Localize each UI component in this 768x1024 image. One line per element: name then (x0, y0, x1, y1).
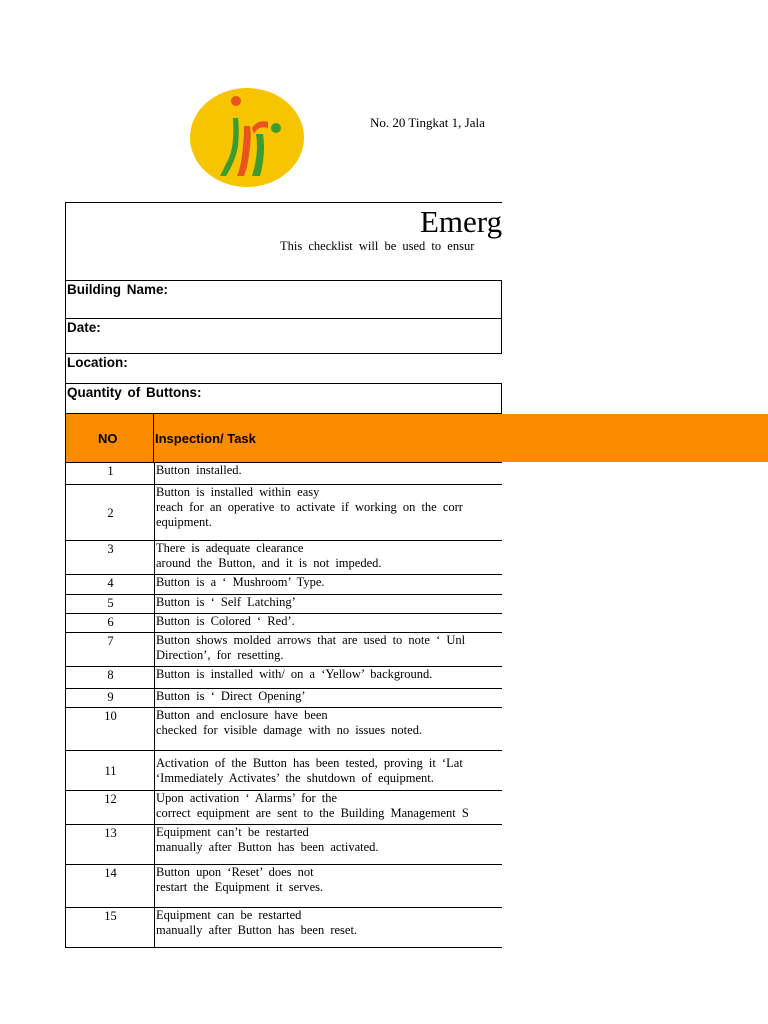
building-name-label: Building Name: (67, 282, 169, 297)
column-header-task: Inspection/ Task (155, 431, 256, 446)
row-task (155, 633, 503, 667)
task-text-line: Button installed. (156, 463, 242, 477)
task-text-line: Direction’, for resetting. (156, 648, 284, 662)
table-row (66, 667, 503, 689)
row-number: 1 (66, 463, 155, 485)
table-row (66, 575, 503, 595)
header-border (153, 414, 154, 462)
task-text-line: manually after Button has been activated. (156, 840, 379, 854)
row-number: 7 (66, 633, 155, 667)
row-number: 12 (66, 791, 155, 825)
table-row (66, 865, 503, 908)
table-row (66, 791, 503, 825)
task-text-line: There is adequate clearance (156, 541, 304, 555)
row-task (155, 595, 503, 614)
task-text-line: Button shows molded arrows that are used to note ‘ Unl (156, 633, 466, 647)
row-task (155, 689, 503, 708)
task-text-line: Activation of the Button has been tested, proving it ‘Lat (156, 755, 463, 770)
task-text-line: Button is ‘ Direct Opening’ (156, 689, 306, 703)
task-text-line: Button is installed with/ on a ‘Yellow’ background. (156, 667, 433, 681)
row-number: 15 (66, 908, 155, 948)
task-text-line: Button upon ‘Reset’ does not (156, 865, 314, 879)
column-header-no: NO (98, 431, 118, 446)
row-task (155, 865, 503, 908)
row-number: 10 (66, 708, 155, 751)
row-number: 2 (66, 485, 155, 541)
row-number: 13 (66, 825, 155, 865)
row-number: 9 (66, 689, 155, 708)
field-divider (65, 318, 502, 319)
row-number: 11 (66, 751, 155, 791)
task-text-line: restart the Equipment it serves. (156, 880, 324, 894)
page-title: Emerg (420, 204, 502, 239)
row-number: 8 (66, 667, 155, 689)
task-text-line: Button and enclosure have been (156, 708, 328, 722)
task-text-line: correct equipment are sent to the Building Management S (156, 806, 469, 820)
table-row (66, 541, 503, 575)
row-task (155, 575, 503, 595)
task-text-line: Equipment can be restarted (156, 908, 302, 922)
task-text-line: Equipment can’t be restarted (156, 825, 309, 839)
row-task (155, 751, 503, 791)
field-border (501, 383, 502, 414)
row-number: 6 (66, 614, 155, 633)
row-task (155, 614, 503, 633)
task-text-line: manually after Button has been reset. (156, 923, 358, 937)
task-text-line: Button is installed within easy (156, 485, 320, 499)
task-text-line: Button is ‘ Self Latching’ (156, 595, 296, 609)
date-label: Date: (67, 320, 101, 335)
task-text-line: ‘Immediately Activates’ the shutdown of equipment. (156, 770, 434, 785)
table-row (66, 633, 503, 667)
header-border (65, 414, 66, 462)
table-row (66, 708, 503, 751)
task-text-line: equipment. (156, 515, 212, 529)
company-logo-icon (190, 88, 304, 187)
inspection-table (65, 462, 502, 948)
task-text-line: Button is Colored ‘ Red’. (156, 614, 295, 628)
company-address: No. 20 Tingkat 1, Jala (370, 115, 485, 130)
row-task (155, 825, 503, 865)
task-text-line: checked for visible damage with no issues noted. (156, 723, 423, 737)
field-divider (65, 383, 502, 384)
table-row (66, 614, 503, 633)
row-number: 3 (66, 541, 155, 575)
field-divider (65, 353, 502, 354)
table-row (66, 689, 503, 708)
row-task (155, 708, 503, 751)
table-row (66, 595, 503, 614)
task-text-line: around the Button, and it is not impeded. (156, 556, 382, 570)
field-divider (65, 280, 502, 281)
task-text-line: Upon activation ‘ Alarms’ for the (156, 791, 338, 805)
table-row (66, 463, 503, 485)
row-task (155, 541, 503, 575)
row-task (155, 485, 503, 541)
row-number: 4 (66, 575, 155, 595)
row-number: 5 (66, 595, 155, 614)
quantity-label: Quantity of Buttons: (67, 385, 202, 400)
row-task (155, 667, 503, 689)
table-row (66, 908, 503, 948)
table-row (66, 751, 503, 791)
task-text-line: Button is a ‘ Mushroom’ Type. (156, 575, 325, 589)
table-row (66, 485, 503, 541)
row-task (155, 908, 503, 948)
row-task (155, 791, 503, 825)
task-text-line: reach for an operative to activate if working on the corr (156, 500, 463, 514)
row-number: 14 (66, 865, 155, 908)
location-label: Location: (67, 355, 128, 370)
page-subtitle: This checklist will be used to ensur (280, 239, 475, 253)
field-border (501, 280, 502, 354)
row-task (155, 463, 503, 485)
table-row (66, 825, 503, 865)
